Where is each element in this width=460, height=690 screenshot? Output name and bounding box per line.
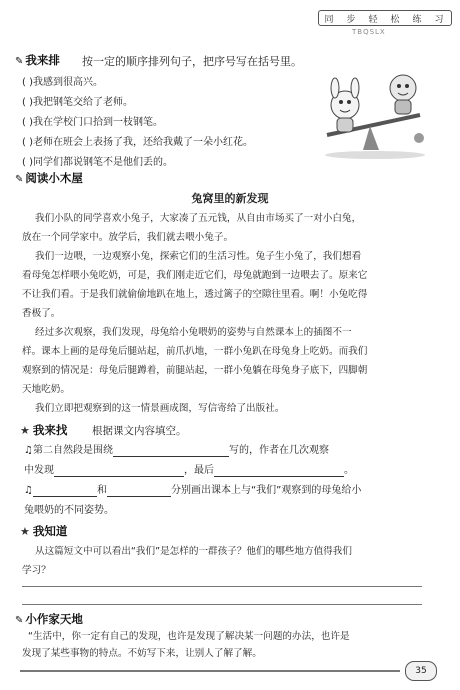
- header-char: 练: [412, 14, 424, 25]
- section-title-order: ✎ 我来排: [15, 53, 60, 67]
- story-line: 看母兔怎样喂小兔吃奶，可是，我们刚走近它们，母兔就跑到一边喂去了。原来它: [22, 270, 368, 281]
- answer-line[interactable]: [22, 586, 422, 587]
- series-header: [318, 10, 452, 26]
- section-title-writer: ✎ 小作家天地: [15, 612, 83, 626]
- answer-blank[interactable]: [54, 465, 184, 477]
- story-title: 兔窝里的新发现: [191, 192, 269, 205]
- fill-question-2-cont: 兔喂奶的不同姿势。: [24, 505, 114, 516]
- header-char: 习: [434, 14, 446, 25]
- star-icon: ★: [20, 424, 30, 437]
- subsection-title-know: ★ 我知道: [20, 524, 68, 538]
- fill-question-1-cont: 中发现 ，最后 。: [24, 465, 354, 476]
- order-item: ( )我感到很高兴。: [22, 77, 103, 88]
- answer-blank[interactable]: [107, 485, 171, 497]
- header-char: 同: [324, 14, 336, 25]
- pen-icon: ✎: [15, 174, 24, 185]
- order-item: ( )我在学校门口拾到一枝钢笔。: [22, 117, 163, 128]
- fill-question-2: ♫ 和 分别画出课本上与“我们”观察到的母兔给小: [24, 485, 362, 496]
- story-line: 我们小队的同学喜欢小兔子，大家凑了五元钱，从自由市场买了一对小白兔，: [35, 213, 362, 224]
- pen-icon: ✎: [15, 615, 24, 626]
- story-line: 放在一个同学家中。放学后，我们就去喂小兔子。: [22, 232, 234, 243]
- section-title-reading: ✎ 阅读小木屋: [15, 171, 83, 185]
- subsection-title-find: ★ 我来找: [20, 423, 68, 437]
- story-line: 香极了。: [22, 308, 61, 319]
- note-icon: ♫: [24, 445, 33, 456]
- note-icon: ♫: [24, 485, 33, 496]
- story-line: 不让我们看。于是我们就偷偷地趴在地上，透过篱子的空隙往里看。啊！小兔吃得: [22, 289, 368, 300]
- find-instruction: 根据课文内容填空。: [92, 425, 187, 437]
- story-line: 样。课本上画的是母兔后腿站起，前爪扒地，一群小兔趴在母兔身上吃奶。而我们: [22, 346, 368, 357]
- story-line: 天地吃奶。: [22, 384, 70, 395]
- story-line: 我们立即把观察到的这一情景画成图，写信寄给了出版社。: [35, 403, 285, 414]
- order-item: ( )我把钢笔交给了老师。: [22, 97, 133, 108]
- writer-prompt-line: 发现了某些事物的特点。不妨写下来，让别人了解了解。: [22, 648, 262, 659]
- writer-prompt-line: “生活中，你一定有自己的发现，也许是发现了解决某一问题的办法，也许是: [28, 631, 350, 642]
- order-instruction: 按一定的顺序排列句子，把序号写在括号里。: [82, 55, 302, 68]
- footer-rule: [20, 670, 400, 672]
- answer-line[interactable]: [22, 604, 422, 605]
- story-line: 经过多次观察，我们发现，母兔给小兔喂奶的姿势与自然课本上的插图不一: [35, 327, 352, 338]
- story-line: 观察到的情况是：母兔后腿蹲着，前腿站起，一群小兔躺在母兔身子底下，四脚朝: [22, 365, 368, 376]
- pen-icon: ✎: [15, 56, 24, 67]
- header-subtitle: TBQSLX: [352, 28, 386, 36]
- star-icon: ★: [20, 525, 30, 538]
- answer-blank[interactable]: [214, 465, 344, 477]
- order-item: ( )老师在班会上表扬了我，还给我戴了一朵小红花。: [22, 137, 253, 148]
- cartoon-illustration: [315, 60, 430, 160]
- order-item: ( )同学们都说钢笔不是他们丢的。: [22, 157, 173, 168]
- page-number: 35: [405, 661, 437, 681]
- know-question-line: 学习？: [22, 565, 51, 576]
- header-char: 轻: [368, 14, 380, 25]
- answer-blank[interactable]: [113, 445, 229, 457]
- story-line: 我们一边喂，一边观察小兔，探索它们的生活习性。兔子生小兔了，我们想看: [35, 251, 362, 262]
- header-char: 步: [346, 14, 358, 25]
- header-char: 松: [390, 14, 402, 25]
- know-question-line: 从这篇短文中可以看出“我们”是怎样的一群孩子？他们的哪些地方值得我们: [35, 546, 352, 557]
- fill-question-1: ♫第二自然段是围绕 写的，作者在几次观察: [24, 445, 329, 456]
- answer-blank[interactable]: [33, 485, 97, 497]
